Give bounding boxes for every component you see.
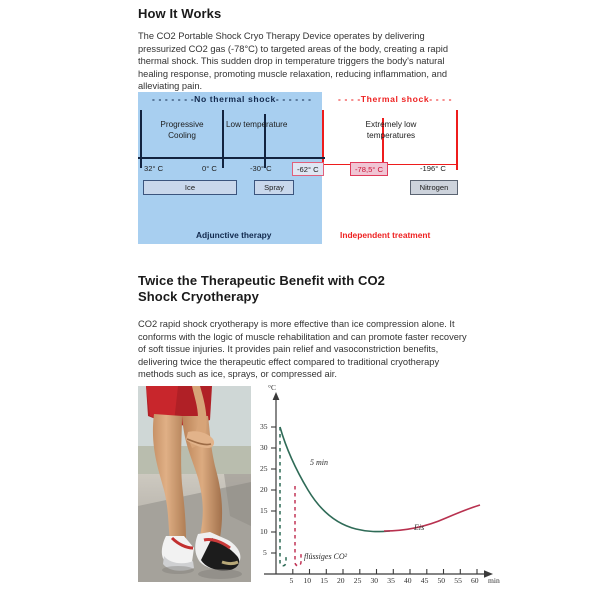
temperature-scale-diagram	[138, 92, 460, 250]
chart-y-ticks	[271, 427, 276, 553]
divider-line-right-end	[456, 110, 458, 170]
chart-xtick-30: 30	[370, 576, 379, 585]
chart-series-co2-curve	[280, 427, 390, 532]
chart-xtick-40: 40	[404, 576, 412, 585]
runner-calf-photo-graphic	[138, 386, 251, 582]
zone-label-extremely-low-line1: Extremely low	[365, 120, 417, 129]
chart-xtick-15: 15	[320, 576, 328, 585]
footnote-adjunctive-therapy: Adjunctive therapy	[196, 230, 272, 240]
temperature-32c: 32° C	[144, 164, 164, 173]
chart-ytick-30: 30	[260, 443, 268, 452]
chart-annotation-fluessiges-co2: flüssiges CO²	[304, 552, 348, 561]
divider-line-thermal-start	[322, 110, 324, 168]
divider-line-left	[140, 110, 142, 168]
chart-ytick-25: 25	[260, 464, 268, 473]
thermal-shock-header: - - - -Thermal shock- - - -	[338, 94, 453, 104]
chart-y-axis-label: °C	[268, 383, 276, 392]
temperature-minus196c: -196° C	[420, 164, 446, 173]
chart-x-ticks	[293, 569, 477, 574]
runner-calf-photo	[138, 386, 251, 582]
agent-box-nitrogen[interactable]: Nitrogen	[410, 180, 458, 195]
chart-xtick-20: 20	[337, 576, 345, 585]
chart-svg	[256, 386, 506, 586]
zone-label-extremely-low-line2: temperatures	[366, 130, 416, 140]
chart-y-axis-arrow	[273, 392, 280, 400]
how-it-works-body: The CO2 Portable Shock Cryo Therapy Device operates by delivering pressurized CO2 gas (-78°C) to targeted areas of the body, creating a rapid thermal shock. This sudden drop in temperature triggers the body's natural healing response, promoting muscle relaxation, reducing inflammation, and alleviating pain.	[138, 31, 448, 92]
chart-ice-marker-dashed	[295, 486, 301, 566]
chart-xtick-25: 25	[353, 576, 362, 585]
twice-benefit-body: CO2 rapid shock cryotherapy is more effective than ice compression alone. It conforms with the logic of muscle rehabilitation and can promote faster recovery of soft tissue injuries. It provides pain relief and vasoconstriction benefits, delivering twice the therapeutic effect compared to traditional cryotherapy methods such as ice, sprays, or compressed air.	[138, 319, 467, 380]
page-title-twice-benefit: Twice the Therapeutic Benefit with CO2 Shock Cryotherapy	[138, 273, 385, 304]
axis-line-dark	[138, 157, 325, 159]
zone-label-progressive-cooling-line2: Cooling	[168, 130, 196, 140]
agent-box-spray[interactable]: Spray	[254, 180, 294, 195]
chart-xtick-10: 10	[303, 576, 312, 585]
chart-series-eis-curve	[384, 505, 480, 531]
chart-annotation-eis: Eis	[414, 523, 425, 532]
chart-annotation-5min: 5 min	[310, 458, 328, 467]
chart-xtick-55: 55	[454, 576, 462, 585]
page-title-how-it-works: How It Works	[138, 6, 222, 21]
zone-label-progressive-cooling	[144, 120, 220, 141]
chart-ytick-20: 20	[260, 485, 268, 494]
temperature-minus30c: -30° C	[250, 164, 272, 173]
chart-xtick-60: 60	[471, 576, 479, 585]
chart-ytick-10: 10	[260, 527, 268, 536]
chart-co2-marker-dashed	[280, 427, 286, 566]
temperature-0c: 0° C	[202, 164, 217, 173]
chart-ytick-35: 35	[260, 422, 268, 431]
zone-label-extremely-low	[328, 120, 454, 141]
no-thermal-shock-header: - - - - - - -No thermal shock- - - - - -	[152, 94, 312, 104]
temperature-minus785c: -78,5° C	[350, 162, 388, 176]
zone-label-progressive-cooling-line1: Progressive	[160, 120, 204, 129]
chart-xtick-50: 50	[437, 576, 446, 585]
zone-label-low-temperature: Low temperature	[226, 120, 288, 129]
agent-box-ice[interactable]: Ice	[143, 180, 237, 195]
footnote-independent-treatment: Independent treatment	[340, 230, 431, 240]
chart-xtick-45: 45	[420, 576, 429, 585]
divider-line-mid	[222, 110, 224, 168]
chart-xtick-35: 35	[387, 576, 395, 585]
chart-ytick-5: 5	[263, 548, 267, 557]
temperature-minus62c: -62° C	[292, 162, 324, 176]
chart-ytick-15: 15	[260, 506, 268, 515]
chart-x-axis-label: min	[488, 576, 500, 585]
chart-xtick-5: 5	[289, 576, 294, 585]
temperature-recovery-chart	[256, 383, 506, 586]
